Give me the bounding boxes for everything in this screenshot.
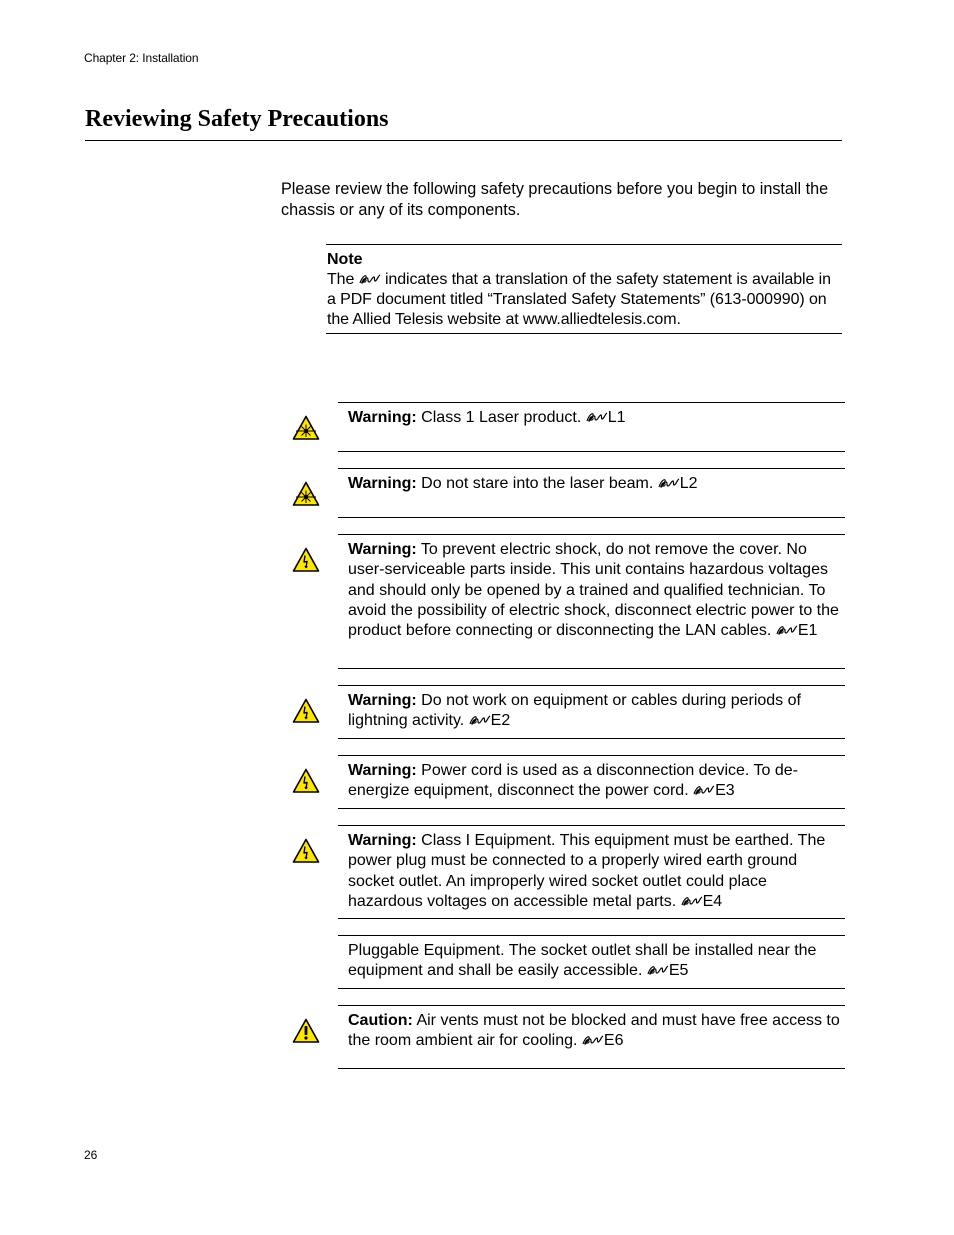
statement-e5: [338, 935, 845, 989]
caution-e6: [338, 1005, 845, 1069]
running-head: Chapter 2: Installation: [84, 51, 199, 65]
warning-label: Warning:: [348, 475, 417, 492]
warning-text: [348, 761, 845, 802]
warning-e4: [338, 825, 845, 919]
translation-symbol-icon: [681, 895, 703, 907]
warning-text: [348, 691, 845, 732]
statement-code: E1: [797, 622, 818, 640]
note-text: [327, 270, 842, 331]
warning-body: Class I Equipment. This equipment must be earthed. The power plug must be connected to a properly wired earth ground socket outlet. An improperly wired socket outlet could place hazardous voltages on accessible metal parts.: [348, 832, 826, 910]
warning-text: [348, 941, 845, 982]
electrical-hazard-icon: [292, 768, 320, 794]
translation-symbol-icon: [359, 273, 381, 285]
warning-text: [348, 408, 845, 428]
note-heading: Note: [327, 251, 363, 268]
warning-label: Warning:: [348, 409, 417, 426]
warning-body: Power cord is used as a disconnection device. To de-energize equipment, disconnect the power cord.: [348, 762, 798, 800]
statement-code: L1: [607, 409, 626, 426]
warning-e2: [338, 685, 845, 739]
laser-warning-icon: [292, 415, 320, 441]
electrical-hazard-icon: [292, 698, 320, 724]
note-text-start: The: [327, 271, 359, 288]
statement-code: E4: [702, 892, 723, 910]
warning-body: Class 1 Laser product.: [416, 409, 586, 426]
electrical-hazard-icon: [292, 547, 320, 573]
warning-label: Warning:: [348, 832, 417, 849]
statement-code: E3: [715, 782, 735, 800]
warning-body: Do not work on equipment or cables during periods of lightning activity.: [348, 692, 801, 730]
warning-body: Do not stare into the laser beam.: [416, 475, 658, 492]
translation-symbol-icon: [693, 784, 715, 796]
statement-code: L2: [679, 475, 698, 492]
warning-body: To prevent electric shock, do not remove the cover. No user-serviceable parts inside. This unit contains hazardous voltages and should only be opened by a trained and qualified technician. To avoid the possibility of electric shock, disconnect electric power to the product before connecting or disconnecting the LAN cables.: [348, 541, 839, 640]
warning-body: Air vents must not be blocked and must have free access to the room ambient air for cooling.: [348, 1012, 840, 1050]
warning-l2: [338, 468, 845, 518]
page-number: 26: [84, 1148, 98, 1162]
warning-text: [348, 474, 845, 494]
translation-symbol-icon: [469, 714, 491, 726]
translation-symbol-icon: [647, 964, 669, 976]
warning-label: Warning:: [348, 762, 417, 779]
statement-code: E2: [490, 712, 511, 730]
statement-code: E6: [603, 1032, 624, 1050]
warning-label: Warning:: [348, 692, 417, 709]
note-box: [326, 244, 842, 334]
electrical-hazard-icon: [292, 838, 320, 864]
laser-warning-icon: [292, 481, 320, 507]
translation-symbol-icon: [658, 477, 680, 489]
warning-text: [348, 831, 845, 912]
page-title: Reviewing Safety Precautions: [85, 106, 389, 132]
statement-code: E5: [668, 962, 689, 980]
warning-label: Warning:: [348, 541, 417, 558]
title-rule: [85, 140, 842, 141]
warning-l1: [338, 402, 845, 452]
warning-text: [348, 540, 845, 641]
caution-icon: [292, 1018, 320, 1044]
warning-text: [348, 1011, 845, 1052]
warning-e1: [338, 534, 845, 669]
warning-e3: [338, 755, 845, 809]
warning-body: Pluggable Equipment. The socket outlet shall be installed near the equipment and shall be easily accessible.: [348, 942, 817, 980]
note-text-end: indicates that a translation of the safety statement is available in a PDF document titled “Translated Safety Statements” (613-000990) on the Allied Telesis website at www.alliedtelesis.com.: [327, 271, 831, 329]
translation-symbol-icon: [586, 411, 608, 423]
translation-symbol-icon: [582, 1034, 604, 1046]
translation-symbol-icon: [776, 624, 798, 636]
warning-label: Caution:: [348, 1012, 413, 1029]
intro-paragraph: Please review the following safety precautions before you begin to install the chassis or any of its components.: [281, 180, 829, 219]
